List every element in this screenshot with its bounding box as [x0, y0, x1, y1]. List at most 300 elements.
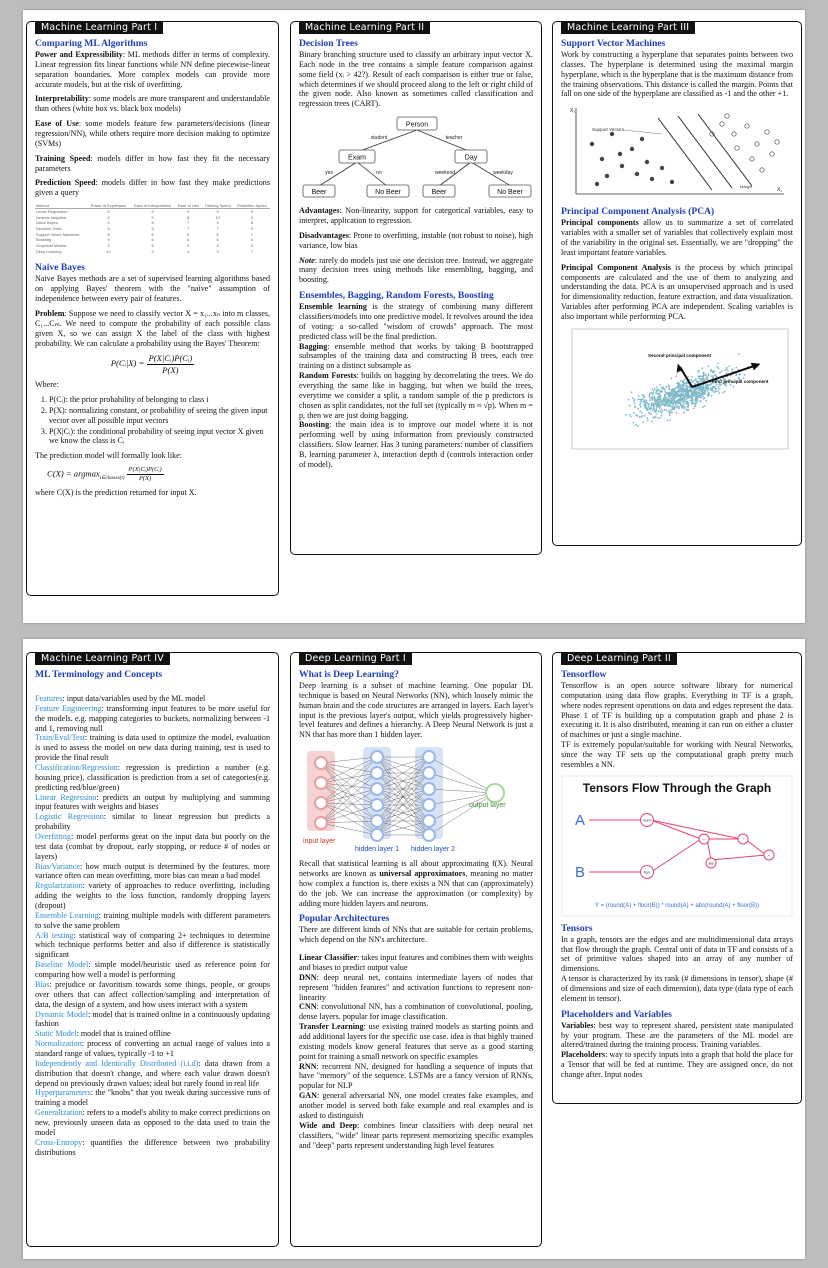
- input-node: [315, 817, 327, 829]
- pca-point: [634, 406, 636, 408]
- paragraph: There are different kinds of NNs that are suitable for certain problems, which depend on the NN's architecture.: [299, 925, 533, 945]
- pca-point: [657, 396, 659, 398]
- table-cell: Linear Regression: [36, 209, 68, 215]
- hidden-2-node: [423, 815, 435, 827]
- pca-point: [705, 400, 707, 402]
- svm-label-support-vectors: Support Vectors: [592, 127, 625, 133]
- table-cell: 6: [216, 237, 219, 243]
- pca-point: [654, 396, 656, 398]
- pca-point: [681, 392, 683, 394]
- tree-edge-label: weekend: [434, 170, 456, 177]
- pca-point: [657, 404, 659, 406]
- svm-point: [755, 142, 759, 146]
- pca-point: [698, 394, 700, 396]
- table-header-cell: Training Speed: [201, 203, 233, 209]
- input-layer-label: input layer: [303, 838, 336, 846]
- pca-point: [647, 409, 649, 411]
- box-title: Machine Learning Part IV: [35, 652, 170, 665]
- pca-point: [677, 393, 679, 395]
- pca-point: [661, 415, 663, 417]
- hidden-1-node: [371, 783, 383, 795]
- pca-point: [686, 402, 688, 404]
- pca-point: [683, 393, 685, 395]
- list-item: A/B testing: statistical way of comparing 2+ techniques to determine which technique performs better and also if difference is statistically significant: [35, 930, 270, 960]
- section-heading: Naive Bayes: [35, 262, 85, 274]
- output-node: [486, 784, 504, 802]
- section-heading: Placeholders and Variables: [561, 1008, 672, 1020]
- table-cell: 9: [107, 237, 110, 243]
- pca-point: [704, 378, 706, 380]
- pca-point: [673, 402, 675, 404]
- table-cell: 9: [151, 214, 154, 220]
- paragraph: Principal components allow us to summarize a set of correlated variables with a smaller set of variables that collectively explain most of the variability in the original set. Essentially, we are "dropping" the least important feature variables.: [561, 218, 793, 257]
- pca-point: [661, 387, 663, 389]
- box-title: Machine Learning Part II: [299, 21, 430, 34]
- pca-point: [640, 406, 642, 408]
- table-cell: 6: [151, 237, 154, 243]
- svm-point: [600, 157, 604, 161]
- pca-point: [653, 416, 655, 418]
- pca-point: [660, 394, 662, 396]
- table-cell: 9: [250, 226, 253, 232]
- table-cell: Support Vector Machines: [36, 231, 80, 237]
- pca-point: [694, 394, 696, 396]
- pca-point: [724, 369, 726, 371]
- paragraph: TF is extremely popular/suitable for working with Neural Networks, since the way TF sets up the computational graph pretty much resembles a NN.: [561, 740, 793, 769]
- pca-point: [648, 403, 650, 405]
- pca-point: [654, 388, 656, 390]
- table-cell: 9: [151, 209, 154, 215]
- pca-point: [715, 390, 717, 392]
- table-cell: 4: [250, 243, 253, 249]
- tree-node-label: Person: [405, 121, 429, 129]
- pca-point: [713, 371, 715, 373]
- pca-point: [706, 376, 708, 378]
- pca-point: [717, 386, 719, 388]
- box-ml-part-1: [26, 21, 279, 596]
- section-heading: Support Vector Machines: [561, 38, 666, 49]
- pca-point: [656, 389, 658, 391]
- pca-point: [704, 397, 706, 399]
- pca-point: [658, 393, 660, 395]
- tree-leaf-label: Beer: [431, 189, 447, 197]
- list-item: CNN: convolutional NN, has a combination of convolutional, pooling, dense layers. popular for image classification.: [299, 1002, 533, 1022]
- paragraph: Ease of Use: some models feature few parameters/decisions (linear regression/NN), while others require more decision making to optimize (SVMs): [35, 119, 270, 148]
- paragraph: Variables: best way to represent shared, persistent state manipulated by your program. These are the parameters of the ML model are altered/trained during the training process. Training variables.: [561, 1020, 793, 1050]
- pca-point: [651, 420, 653, 422]
- pca-point: [683, 403, 685, 405]
- pca-point: [696, 397, 698, 399]
- pca-point: [650, 397, 652, 399]
- pca-point: [655, 399, 657, 401]
- pca-point: [701, 396, 703, 398]
- list-item: Train/Eval/Test: training is data used to optimize the model, evaluation is used to assess the model on new data during training, test is used to provide the final result: [35, 733, 270, 763]
- pca-point: [700, 380, 702, 382]
- table-cell: 6: [187, 231, 190, 237]
- pca-point: [652, 392, 654, 394]
- box-ml-part-4: [26, 652, 279, 1247]
- table-cell: Decision Trees: [36, 226, 62, 232]
- paragraph: Where:: [35, 380, 59, 390]
- pca-point: [633, 412, 635, 414]
- pca-point: [700, 386, 702, 388]
- bayes-equation: P(Cᵢ|X) = $\frac{\text{P(X|Cᵢ)P(Cᵢ)}}{P(X)}$: [110, 353, 193, 375]
- table-cell: 9: [250, 209, 253, 215]
- pca-point: [653, 408, 655, 410]
- pca-point: [680, 380, 682, 382]
- table-cell: 6: [151, 231, 154, 237]
- list-item: Hyperparameters: the "knobs" that you tweak during successive runs of training a model: [35, 1088, 270, 1108]
- pca-point: [660, 404, 662, 406]
- pca-point: [668, 398, 670, 400]
- hidden-2-node: [423, 751, 435, 763]
- pca-point: [715, 373, 717, 375]
- list-item: Cross-Entropy: quantifies the difference between two probability distributions: [35, 1137, 270, 1157]
- pca-label-second: Second principal component: [648, 352, 712, 358]
- tensorflow-graph-diagram: [561, 775, 793, 917]
- box-ml-part-3: [552, 21, 802, 546]
- tf-node-label: abs: [708, 861, 714, 866]
- input-node: [315, 777, 327, 789]
- pca-point: [635, 414, 637, 416]
- pca-point: [632, 397, 634, 399]
- pca-point: [645, 401, 647, 403]
- svm-diagram: [562, 104, 792, 200]
- pca-point: [644, 415, 646, 417]
- table-header-cell: Ease of Interpretation: [130, 203, 175, 209]
- pca-point: [650, 413, 652, 415]
- pca-point: [675, 375, 677, 377]
- tf-node-label: *: [742, 837, 744, 842]
- pca-point: [664, 409, 666, 411]
- pca-point: [664, 389, 666, 391]
- pca-point: [659, 391, 661, 393]
- pca-point: [698, 376, 700, 378]
- pca-point: [687, 393, 689, 395]
- table-cell: 8: [107, 231, 110, 237]
- list-item: 2. P(X): normalizing constant, or probability of seeing the given input vector over all possible input vectors: [49, 406, 270, 426]
- hidden-2-node: [423, 829, 435, 841]
- page-1: [23, 10, 805, 623]
- pca-point: [671, 397, 673, 399]
- pca-point: [675, 391, 677, 393]
- pca-point: [687, 397, 689, 399]
- tree-edge-label: weekday: [493, 170, 513, 177]
- svm-point: [645, 160, 649, 164]
- section-heading: Tensors: [561, 922, 593, 934]
- pca-point: [687, 409, 689, 411]
- pca-point: [633, 422, 635, 424]
- pca-point: [662, 400, 664, 402]
- pca-point: [651, 388, 653, 390]
- pca-point: [694, 379, 696, 381]
- tree-node-label: Exam: [348, 154, 366, 162]
- paragraph: Boosting: the main idea is to improve our model where it is not performing well by using information from previously constructed classifiers. Slow learner. Has 3 tuning parameters: number of classifiers B, learning parameter λ, interaction depth d (controls interaction order of model).: [299, 420, 533, 469]
- pca-point: [695, 398, 697, 400]
- pca-point: [670, 377, 672, 379]
- pca-point: [721, 370, 723, 372]
- pca-point: [675, 407, 677, 409]
- table-cell: 7: [187, 226, 190, 232]
- pca-point: [639, 404, 641, 406]
- pca-point: [689, 399, 691, 401]
- pca-point: [650, 407, 652, 409]
- pca-point: [666, 404, 668, 406]
- svm-point: [630, 147, 634, 151]
- paragraph: Placeholders: way to specify inputs into a graph that hold the place for a Tensor that will be fed at runtime. They are assigned once, do not change after. Input nodes: [561, 1050, 793, 1080]
- pca-point: [639, 398, 641, 400]
- pca-point: [680, 394, 682, 396]
- pca-point: [629, 404, 631, 406]
- pca-point: [658, 410, 660, 412]
- paragraph: Binary branching structure used to classify an arbitrary input vector X. Each node in the tree contains a simple feature comparison against some field (xᵢ > 42?). Result of each comparison is either true or false, which determines if we should proceed along to the left or right child of the given node. Also known as sometimes called classification and regression trees (CART).: [299, 50, 533, 109]
- pca-point: [655, 402, 657, 404]
- paragraph: Ensemble learning is the strategy of combining many different classifiers/models into one predictive model. It revolves around the idea of voting: a so-called "wisdom of crowds" approach. The most predicted class will be the final prediction.: [299, 302, 533, 341]
- pca-point: [680, 390, 682, 392]
- pca-point: [658, 403, 660, 405]
- pca-point: [649, 411, 651, 413]
- pca-point: [678, 407, 680, 409]
- list-item: Bias/Variance: how much output is determined by the features. more variance often can mean overfitting, more bias can mean a bad model: [35, 861, 270, 881]
- hidden-2-node: [423, 767, 435, 779]
- list-item: 3. P(X|Cᵢ): the conditional probability of seeing input vector X given we know the class is Cᵢ: [49, 427, 270, 447]
- pca-point: [659, 410, 661, 412]
- pca-point: [684, 400, 686, 402]
- tree-leaf-label: No Beer: [497, 189, 523, 197]
- pca-point: [682, 398, 684, 400]
- table-header-cell: Prediction Speed: [234, 203, 270, 209]
- table-cell: 10: [106, 248, 111, 254]
- pca-point: [697, 391, 699, 393]
- pca-point: [711, 395, 713, 397]
- pca-point: [728, 365, 730, 367]
- list-item: Baseline Model: simple model/heuristic used as reference point for comparing how well a model is performing: [35, 960, 270, 980]
- pca-point: [678, 385, 680, 387]
- list-item: GAN: general adversarial NN, one model creates fake examples, and another model is served both fake example and real examples and is asked to distinguish: [299, 1091, 533, 1120]
- svm-point: [618, 152, 622, 156]
- table-cell: 8: [151, 226, 154, 232]
- pca-point: [708, 387, 710, 389]
- paragraph: Problem: Suppose we need to classify vector X = x₁...xₙ into m classes, C₁...Cₘ. We need to compute the probability of each possible class given X, so we can assign X the label of the class with highest probability. We can calculate a probability using the Bayes' Theorem:: [35, 309, 270, 348]
- pca-point: [706, 378, 708, 380]
- table-header-cell: Power of Expression: [87, 203, 130, 209]
- pca-point: [698, 371, 700, 373]
- pca-point: [691, 376, 693, 378]
- pca-point: [670, 409, 672, 411]
- paragraph: Note: rarely do models just use one decision tree. Instead, we aggregate many decision trees using methods like ensembling, bagging, and boosting.: [299, 255, 533, 285]
- pca-point: [654, 397, 656, 399]
- svm-point: [610, 132, 614, 136]
- pca-point: [707, 365, 709, 367]
- pca-point: [670, 400, 672, 402]
- table-cell: 5: [107, 214, 110, 220]
- pca-point: [718, 367, 720, 369]
- paragraph: A tensor is characterized by its rank (# dimensions in tensor), shape (# of dimensions and size of each dimension), data type (data type of each element in tensor).: [561, 974, 793, 1003]
- pca-point: [645, 405, 647, 407]
- svm-point: [775, 140, 779, 144]
- pca-point: [701, 367, 703, 369]
- pca-point: [668, 384, 670, 386]
- pca-point: [641, 412, 643, 414]
- pca-point: [696, 381, 698, 383]
- pca-point: [660, 403, 662, 405]
- pca-point: [733, 386, 735, 388]
- pca-point: [631, 391, 633, 393]
- section-heading: Decision Trees: [299, 38, 358, 49]
- pca-point: [692, 403, 694, 405]
- pca-point: [655, 409, 657, 411]
- table-cell: 3: [187, 243, 190, 249]
- pca-point: [674, 402, 676, 404]
- list-item: Linear Classifier: takes input features and combines them with weights and biases to predict output value: [299, 953, 533, 973]
- list-item: Transfer Learning: use existing trained models as starting points and add additional layers for the specific use case. idea is that highly trained existing models know general features that serve as a good starting point for training a small network on specific examples: [299, 1022, 533, 1061]
- pca-point: [744, 374, 746, 376]
- pca-point: [698, 380, 700, 382]
- list-item: Bias: prejudice or favoritism towards some things, people, or groups over others that can affect collection/sampling and interpretation of data, the design of a system, and how users interact with a system: [35, 979, 270, 1009]
- pca-point: [646, 407, 648, 409]
- pca-point: [656, 386, 658, 388]
- box-title: Machine Learning Part I: [35, 21, 163, 34]
- svm-point: [650, 177, 654, 181]
- paragraph: Prediction Speed: models differ in how fast they make predictions given a query: [35, 178, 271, 198]
- svm-point: [760, 168, 764, 172]
- pca-point: [701, 394, 703, 396]
- pca-point: [629, 414, 631, 416]
- pca-point: [669, 414, 671, 416]
- pca-point: [718, 392, 720, 394]
- box-title: Deep Learning Part I: [299, 652, 412, 665]
- pca-point: [651, 399, 653, 401]
- pca-point: [640, 402, 642, 404]
- tf-diagram-title: Tensors Flow Through the Graph: [582, 780, 772, 795]
- pca-point: [625, 414, 627, 416]
- pca-point: [684, 407, 686, 409]
- pca-point: [681, 407, 683, 409]
- svm-y-axis-label: X₂: [570, 108, 576, 115]
- pca-point: [676, 412, 678, 414]
- table-cell: 6: [250, 237, 253, 243]
- pca-point: [686, 390, 688, 392]
- pca-point: [643, 396, 645, 398]
- pca-point: [640, 416, 642, 418]
- section-heading: ML Terminology and Concepts: [35, 669, 163, 680]
- section-heading: What is Deep Learning?: [299, 669, 399, 680]
- pca-point: [701, 391, 703, 393]
- svm-point: [595, 182, 599, 186]
- pca-point: [691, 397, 693, 399]
- pca-point: [695, 404, 697, 406]
- box-title: Machine Learning Part III: [561, 21, 695, 34]
- pca-point: [691, 402, 693, 404]
- pca-point: [688, 402, 690, 404]
- hidden-layer-2-label: hidden layer 2: [411, 846, 455, 854]
- tree-edge-label: yes: [325, 170, 333, 177]
- box-dl-part-1: [290, 652, 542, 1247]
- pca-point: [738, 353, 740, 355]
- pca-point: [688, 386, 690, 388]
- pca-point: [669, 391, 671, 393]
- pca-point: [645, 399, 647, 401]
- pca-point: [655, 416, 657, 418]
- list-item: 1. P(Cᵢ): the prior probability of belonging to class i: [49, 395, 270, 405]
- pca-point: [710, 387, 712, 389]
- pca-point: [686, 381, 688, 383]
- table-cell: 8: [107, 226, 110, 232]
- box-ml-part-2: [290, 21, 542, 555]
- pca-point: [688, 390, 690, 392]
- pca-point: [708, 384, 710, 386]
- pca-point: [705, 384, 707, 386]
- pca-point: [686, 409, 688, 411]
- pca-point: [684, 395, 686, 397]
- list-item: Generalization: refers to a model's ability to make correct predictions on new, previously unseen data as opposed to the data used to train the model: [35, 1108, 270, 1137]
- hidden-2-node: [423, 783, 435, 795]
- pca-point: [682, 390, 684, 392]
- svm-point: [635, 172, 639, 176]
- list-item: Normalization: process of converting an actual range of values into a standard range of values, typically -1 to +1: [35, 1039, 270, 1058]
- table-cell: 4: [187, 248, 190, 254]
- pca-point: [692, 392, 694, 394]
- table-cell: 4: [107, 220, 110, 226]
- pca-point: [666, 393, 668, 395]
- table-header-cell: Ease of Use: [175, 203, 202, 209]
- list-item: DNN: deep neural net, contains intermediate layers of nodes that represent "hidden features" and activation functions to represent non-linearity: [299, 972, 533, 1002]
- pca-point: [726, 372, 728, 374]
- list-item: Feature Engineering: transforming input features to be more useful for the models. e.g. mapping categories to buckets, normalizing between -1 and 1, removing null: [35, 703, 271, 733]
- table-cell: 7: [216, 226, 219, 232]
- table-header-cell: Method: [35, 203, 87, 209]
- pca-point: [657, 398, 659, 400]
- pca-point: [673, 408, 675, 410]
- pca-point: [638, 395, 640, 397]
- hidden-1-node: [371, 751, 383, 763]
- pca-point: [666, 386, 668, 388]
- pca-point: [659, 399, 661, 401]
- pca-point: [720, 384, 722, 386]
- pca-point: [652, 409, 654, 411]
- list-item: Independently and Identically Distributed (i.i.d): data drawn from a distribution that doesn't change, and where each value drawn doesn't depend on previously drawn values; ideal but rarely found in real life: [35, 1058, 270, 1088]
- pca-point: [676, 387, 678, 389]
- section-heading: Comparing ML Algorithms: [35, 38, 148, 49]
- pca-point: [673, 399, 675, 401]
- pca-point: [665, 398, 667, 400]
- list-item: Classification/Regression: regression is prediction a number (e.g. housing price), classification is prediction from a set of categories(e.g. predicting red/blue/green): [35, 763, 270, 792]
- tree-edge-label: no: [376, 170, 382, 177]
- pca-point: [668, 404, 670, 406]
- pca-point: [663, 403, 665, 405]
- pca-point: [660, 408, 662, 410]
- pca-point: [683, 382, 685, 384]
- pca-point: [642, 398, 644, 400]
- table-cell: 5: [107, 209, 110, 215]
- table-cell: 6: [216, 231, 219, 237]
- pca-point: [695, 388, 697, 390]
- pca-point: [659, 406, 661, 408]
- pca-point: [710, 369, 712, 371]
- list-item: RNN: recurrent NN, designed for handling a sequence of inputs that have "memory" of the sequence. LSTMs are a fancy version of RNNs, popular for NLP: [299, 1061, 533, 1091]
- pca-point: [657, 417, 659, 419]
- list-item: Ensemble Learning: training multiple models with different parameters to solve the same problem: [35, 910, 271, 930]
- pca-point: [714, 386, 716, 388]
- box-title: Deep Learning Part II: [561, 652, 677, 665]
- pca-point: [735, 366, 737, 368]
- pca-point: [712, 386, 714, 388]
- pca-point: [691, 393, 693, 395]
- pca-point: [680, 405, 682, 407]
- pca-point: [702, 395, 704, 397]
- pca-point: [667, 419, 669, 421]
- pca-point: [633, 400, 635, 402]
